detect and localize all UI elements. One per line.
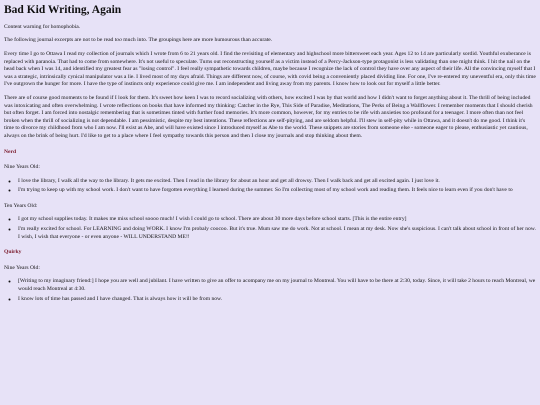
- section-heading-quirky: Quirky: [4, 249, 22, 256]
- page-title: Bad Kid Writing, Again: [4, 4, 122, 16]
- age-label: Ten Years Old:: [4, 202, 38, 209]
- excerpt-list: [4, 278, 536, 303]
- content-warning: Content warning for homophobia.: [4, 23, 81, 30]
- body-paragraph: Every time I go to Ottawa I read my collection of journals which I wrote from 6 to 21 years old. I find the revisiting of elementary and highschool more bittersweet each year. Ages 12 to 14 are particularly sordid. Youthful exuberance is replaced with paranoia. That had to come from somewhere. It's not useful to speculate. Turns out reconstructing yourself as a victim instead of a Percy-Jackson-type protagonist is less validating than one might think. I hit the nail on the head back when I was 14, and identified my greatest fear as "losing control". I feel really sympathetic towards children, maybe because I recognize the lack of control they have over any aspect of their life. All the convincing myself that I was a strategic, intrinsically cynical manipulator was a lie. I lived most of my days afraid. Things are different now, of course, with covid being a conveniently placed dividing line. For one, I've re-entered my uneventful era, only this time I've outgrown the hunger for more. I have the type of instincts only experience could give me. I am independent and living away from my parents. I know how to look out for myself a little better.: [4, 50, 536, 88]
- intro-text: The following journal excerpts are not to be read: [4, 37, 115, 44]
- intro-paragraph: [4, 37, 536, 45]
- excerpt-item: ◦ [Writing to my imaginary friend:] I hope you are well and jubilant. I have written to give an offer to acompany me on my journal to Montreal. You will have to be there at 2:30, today. Since, it will take 2 hours to reach Montreal, we would reach Montreal at 4:30.: [18, 278, 536, 293]
- excerpt-item: ◦ I'm really excited for school. For LEARNING and doing WORK. I know I'm probaly coocoo. But it's true. Mum saw me do work. Not at school. I mean at my desk. Now she's suspicious. I can't talk about school in front of her now. I wish, I wish that everyone - or even anyone - WILL UNDERSTAND ME!!: [18, 226, 536, 241]
- excerpt-item: ◦ I'm trying to keep up with my school work. I don't want to have forgotten everything I learned during the summer. So I'm collecting most of my school work and reading them. It feels nice to learn even if you don't have to: [18, 187, 536, 195]
- excerpt-item: ◦ I know lots of time has passed and I have changed. That is always how it will be from now.: [18, 296, 536, 304]
- intro-emphasis: too: [114, 37, 122, 44]
- excerpt-list: [4, 216, 536, 241]
- excerpt-list: [4, 178, 536, 195]
- section-heading-nerd: Nerd: [4, 148, 17, 155]
- excerpt-item: ◦ I got my school supplies today. It makes me miss school soooo much! I wish I could go to school. There are about 30 more days before school starts. [This is the entire entry]: [18, 216, 536, 224]
- excerpt-item: ◦ I love the library, I walk all the way to the library. It gets me excited. Then I read in the library for about an hour and get all drowsy. Then I walk back and get all excited again. I just love it.: [18, 178, 536, 186]
- age-label: Nine Years Old:: [4, 264, 40, 271]
- age-label: Nine Years Old:: [4, 164, 40, 171]
- intro-text-end: much into. The groupings here are more humourous than accurate.: [121, 37, 273, 44]
- body-paragraph: There are of course good moments to be found if I look for them. It's sweet how keen I was to record socializing with others, how excited I was by that world and how I didn't want to forget anything about it. The thrill of being included was intoxicating and often overwhelming. I wrote reflections on books that have informed my thinking: Catcher in the Rye, This Side of Paradise, Meditations, The Perks of Being a Wallflower. I remember moments that I should cherish but often forget. I am forced into nostalgic remembering that is sometimes tinted with further fond memories. It's more common, however, for my entries to be rife with anxieties too profound for a teenager. I more often than not feel broken when the thrill of socializing is not dependable. I am pessimistic, despite my best intentions. These reflections are self-pitying, and are seldom helpful. I'll stew in self-pity while in Ottawa, and it doesn't do me good. I think it's time to divorce my childhood from who I am now. I'll exist as Abe, and will have existed since I introduced myself as Abe to the world. These snippets are stories from someone else - someone eager to please, enthusiastic yet cautious, always on the brink of being hurt. I'd like to get to a place where I feel sympathy towards this person and then I close my journals and stop thinking about them.: [4, 94, 533, 139]
